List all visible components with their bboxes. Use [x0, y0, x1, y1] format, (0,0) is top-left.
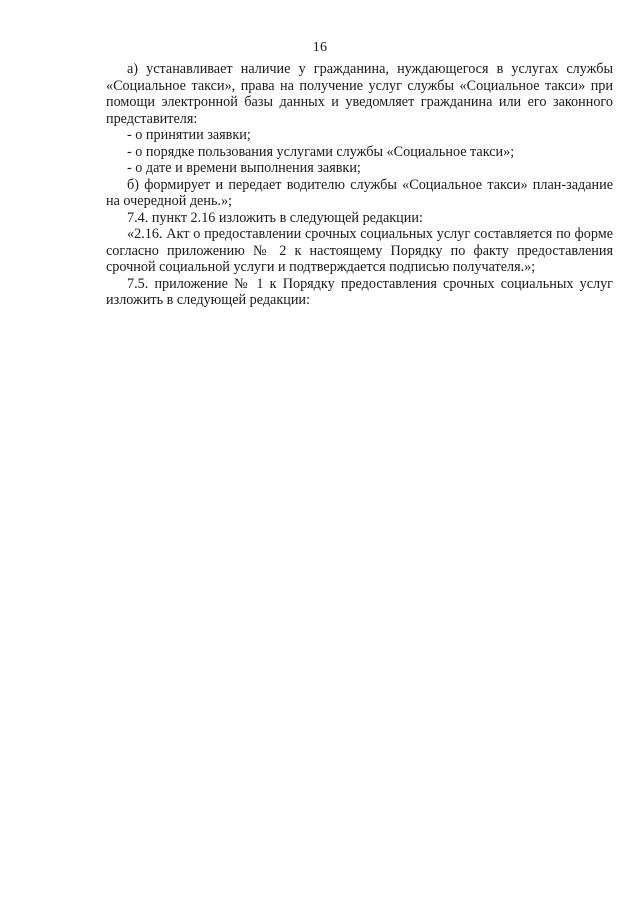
- paragraph-7-4: 7.4. пункт 2.16 изложить в следующей редакции:: [127, 209, 423, 226]
- paragraph-b-driver-plan: б) формирует и передает водителю службы «Социальное такси» план-задание на очередной день.»;: [106, 176, 613, 209]
- page-number: 16: [312, 40, 328, 55]
- list-item-application-accepted: - о принятии заявки;: [127, 127, 251, 143]
- document-body: [106, 61, 613, 309]
- paragraph-7-5: 7.5. приложение № 1 к Порядку предоставления срочных социальных услуг изложить в следующей редакции:: [106, 275, 613, 308]
- paragraph-a-eligibility-check: а) устанавливает наличие у гражданина, нуждающегося в услугах службы «Социальное такси», права на получение услуг службы «Социальное такси» при помощи электронной базы данных и уведомляет гражданина или его законного представителя:: [106, 61, 613, 127]
- list-item-usage-procedure: - о порядке пользования услугами службы «Социальное такси»;: [127, 143, 515, 160]
- list-item-date-and-time: - о дате и времени выполнения заявки;: [127, 160, 361, 176]
- paragraph-2-16-act: «2.16. Акт о предоставлении срочных социальных услуг составляется по форме согласно приложению № 2 к настоящему Порядку по факту предоставления срочной социальной услуги и подтверждается подписью получателя.»;: [106, 226, 613, 275]
